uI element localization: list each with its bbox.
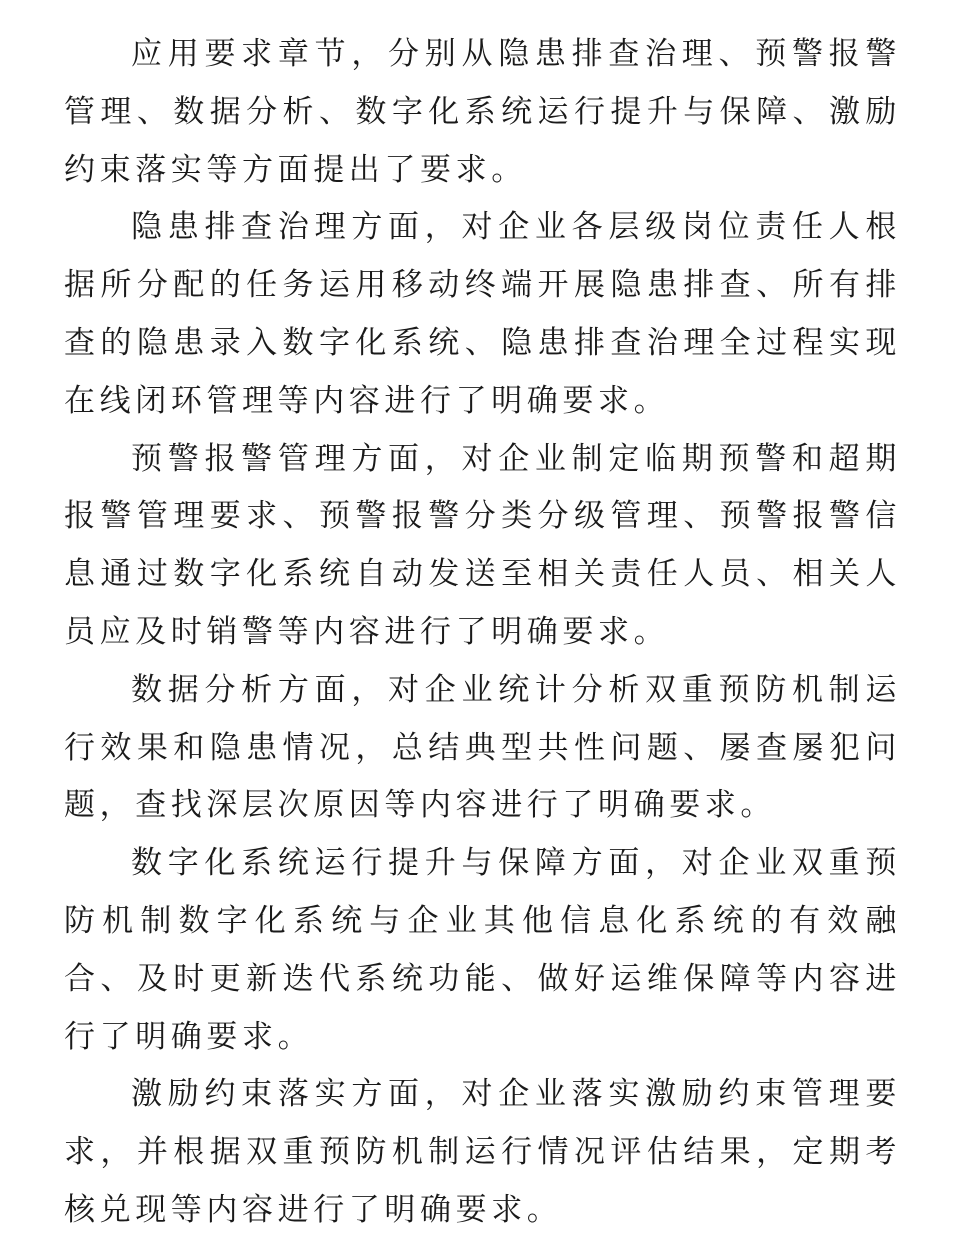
paragraph-overview: 应用要求章节，分别从隐患排查治理、预警报警管理、数据分析、数字化系统运行提升与保障、激励约束落实等方面提出了要求。 [64, 36, 901, 188]
paragraph-data-analysis: 数据分析方面，对企业统计分析双重预防机制运行效果和隐患情况，总结典型共性问题、屡查屡犯问题，查找深层次原因等内容进行了明确要求。 [64, 671, 901, 824]
paragraph-warning-alarm: 预警报警管理方面，对企业制定临期预警和超期报警管理要求、预警报警分类分级管理、预警报警信息通过数字化系统自动发送至相关责任人员、相关人员应及时销警等内容进行了明确要求。 [64, 440, 901, 650]
paragraph-incentive-constraint: 激励约束落实方面，对企业落实激励约束管理要求，并根据双重预防机制运行情况评估结果，定期考核兑现等内容进行了明确要求。 [64, 1076, 901, 1228]
paragraph-hazard-inspection: 隐患排查治理方面，对企业各层级岗位责任人根据所分配的任务运用移动终端开展隐患排查、所有排查的隐患录入数字化系统、隐患排查治理全过程实现在线闭环管理等内容进行了明确要求。 [64, 209, 901, 419]
paragraph-digital-system: 数字化系统运行提升与保障方面，对企业双重预防机制数字化系统与企业其他信息化系统的有效融合、及时更新迭代系统功能、做好运维保障等内容进行了明确要求。 [64, 845, 901, 1055]
